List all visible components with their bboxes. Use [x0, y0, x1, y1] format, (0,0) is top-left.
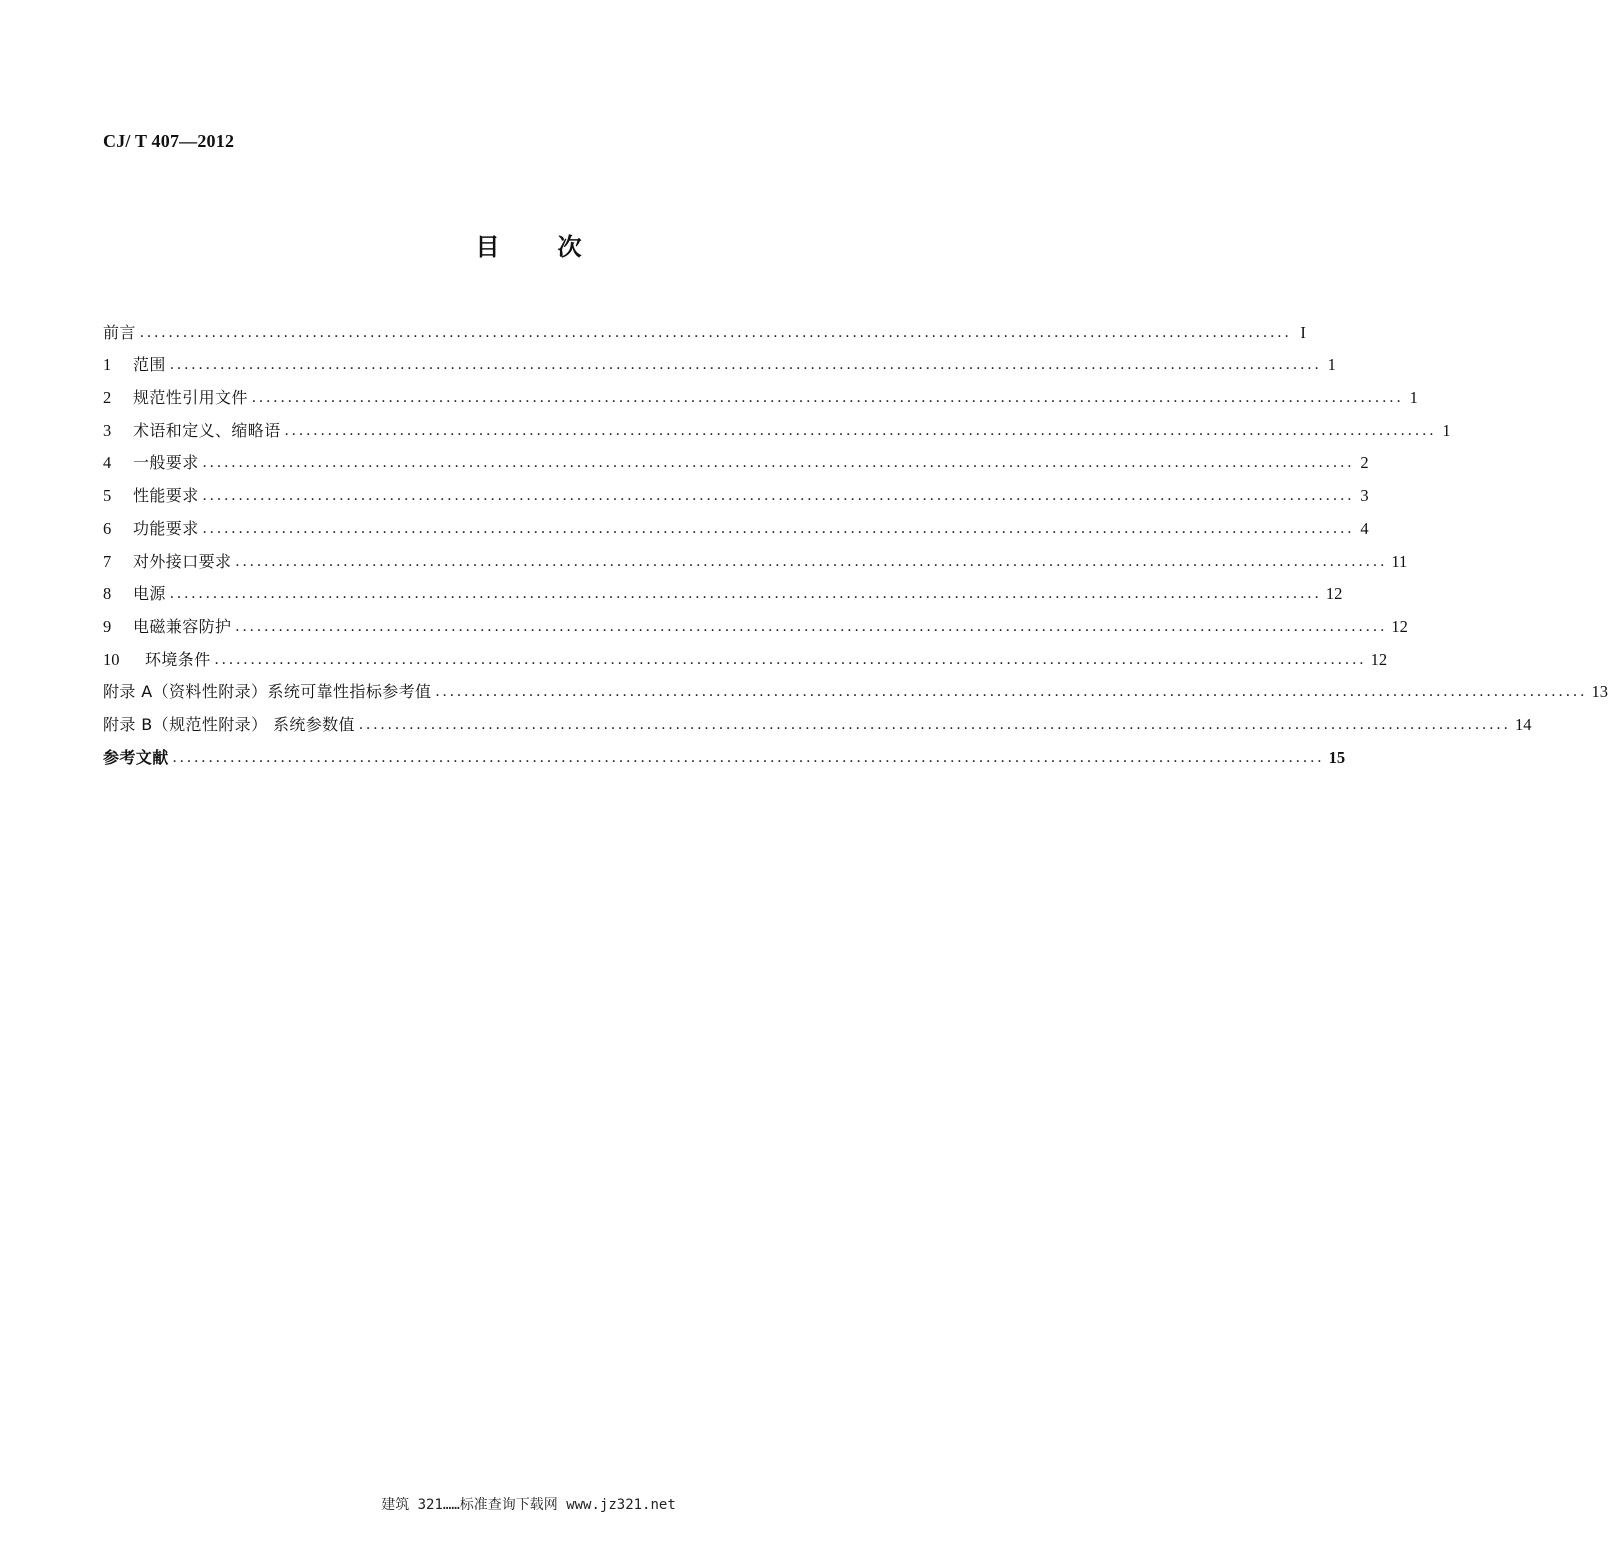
toc-dot-leader: ................................................................................................................................................................	[214, 650, 1367, 668]
toc-entry[interactable]	[103, 376, 1418, 409]
toc-entry-title: 范围	[133, 355, 166, 375]
toc-entry[interactable]	[103, 311, 1306, 344]
toc-entry-number: 5	[103, 486, 112, 506]
toc-entry-page: 14	[1514, 714, 1532, 734]
toc-dot-leader: ................................................................................................................................................................	[358, 715, 1511, 733]
toc-entry-number: 4	[103, 453, 112, 473]
toc-dot-leader: ................................................................................................................................................................	[202, 454, 1355, 472]
toc-entry-number: 9	[103, 616, 112, 636]
toc-entry-number: 7	[103, 551, 112, 571]
toc-title: 目次	[475, 233, 640, 261]
toc-entry-page: 12	[1325, 584, 1343, 604]
toc-entry-title: 性能要求	[133, 486, 199, 506]
toc-entry-title: 规范性引用文件	[133, 388, 248, 408]
toc-entry-number: 10	[103, 649, 120, 669]
toc-dot-leader: ................................................................................................................................................................	[169, 585, 1322, 603]
toc-dot-leader: ................................................................................................................................................................	[284, 421, 1437, 439]
toc-entry[interactable]	[103, 573, 1343, 606]
document-code: CJ/ T 407—2012	[103, 131, 235, 151]
toc-entry-title: 前言	[103, 322, 136, 342]
toc-entry[interactable]	[103, 736, 1346, 769]
toc-entry-number: 1	[103, 355, 112, 375]
toc-dot-leader: ................................................................................................................................................................	[172, 748, 1325, 766]
table-of-contents	[103, 311, 1608, 769]
toc-entry-number: 6	[103, 518, 112, 538]
toc-entry-number: 3	[103, 420, 112, 440]
toc-entry-page: 1	[1327, 355, 1336, 375]
toc-entry-title: 一般要求	[133, 453, 199, 473]
toc-entry-page: 12	[1391, 616, 1408, 636]
toc-dot-leader: ................................................................................................................................................................	[202, 519, 1355, 537]
toc-entry[interactable]	[103, 703, 1532, 736]
toc-entry[interactable]	[103, 605, 1408, 638]
toc-entry[interactable]	[103, 409, 1451, 442]
toc-entry-page: I	[1300, 322, 1306, 342]
toc-entry[interactable]	[103, 671, 1608, 704]
toc-entry-page: 2	[1360, 453, 1369, 473]
toc-dot-leader: ................................................................................................................................................................	[435, 683, 1588, 701]
toc-entry[interactable]	[103, 540, 1408, 573]
toc-entry-title: 附录 A（资料性附录）系统可靠性指标参考值	[103, 682, 432, 702]
toc-dot-leader: ................................................................................................................................................................	[139, 323, 1292, 341]
toc-entry-title: 附录 B（规范性附录） 系统参数值	[103, 714, 355, 734]
toc-entry-title: 环境条件	[145, 649, 211, 669]
toc-entry-page: 4	[1360, 518, 1369, 538]
toc-dot-leader: ................................................................................................................................................................	[235, 617, 1388, 635]
toc-entry-page: 1	[1409, 388, 1418, 408]
toc-entry-page: 1	[1442, 420, 1451, 440]
footer-watermark: 建筑 321……标准查询下载网 www.jz321.net	[381, 1497, 676, 1513]
toc-entry[interactable]	[103, 474, 1369, 507]
toc-entry-title: 功能要求	[133, 518, 199, 538]
toc-dot-leader: ................................................................................................................................................................	[251, 389, 1404, 407]
toc-entry[interactable]	[103, 638, 1388, 671]
toc-dot-leader: ................................................................................................................................................................	[235, 552, 1388, 570]
toc-dot-leader: ................................................................................................................................................................	[202, 487, 1355, 505]
toc-entry-page: 12	[1370, 649, 1388, 669]
toc-entry-title: 术语和定义、缩略语	[133, 420, 281, 440]
toc-entry-page: 11	[1391, 551, 1408, 571]
toc-entry-title: 电磁兼容防护	[133, 616, 232, 636]
toc-entry-page: 15	[1328, 747, 1346, 767]
toc-entry-page: 3	[1360, 486, 1369, 506]
toc-entry-title: 对外接口要求	[133, 551, 232, 571]
toc-entry[interactable]	[103, 507, 1369, 540]
toc-dot-leader: ................................................................................................................................................................	[169, 356, 1322, 374]
toc-entry-number: 2	[103, 388, 112, 408]
toc-entry-number: 8	[103, 584, 112, 604]
toc-entry-title: 电源	[133, 584, 166, 604]
toc-entry[interactable]	[103, 442, 1369, 475]
toc-entry-title: 参考文献	[103, 747, 169, 767]
toc-entry[interactable]	[103, 344, 1336, 377]
toc-entry-page: 13	[1591, 682, 1608, 702]
